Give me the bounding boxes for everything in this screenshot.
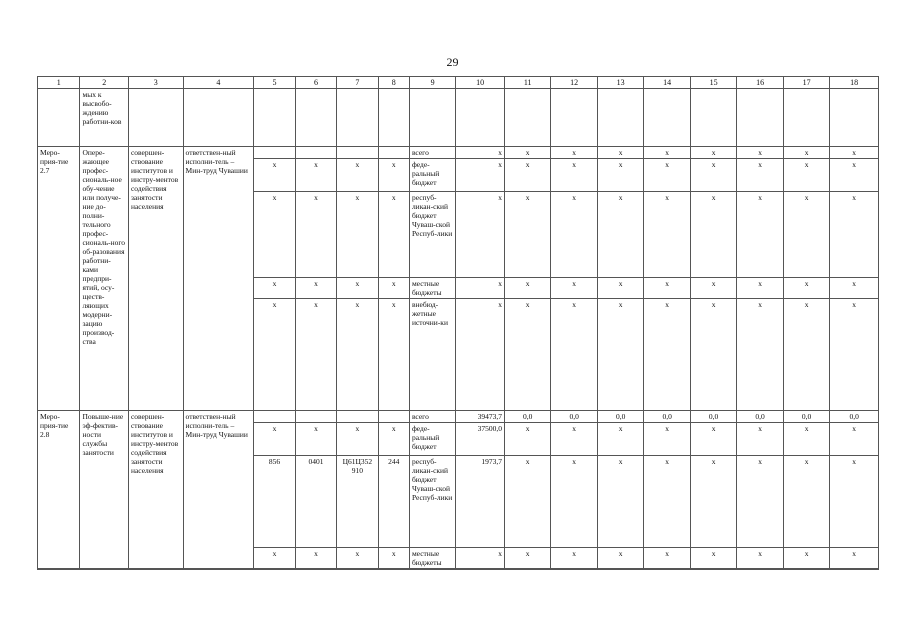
amount-cell: x [783,456,829,548]
budget-code: x [295,423,336,456]
budget-code [337,411,378,423]
amount-cell: x [504,147,550,159]
amount-cell: x [690,159,736,192]
funding-source: местные бюджеты [409,278,455,299]
empty-cell [378,89,409,147]
empty-cell [690,89,736,147]
funding-source: респуб-ликан-ский бюджет Чуваш-ской Респуб-лики [409,456,455,548]
budget-code: x [378,192,409,278]
measure-name: Меро-прия-тие 2.8 [38,411,80,570]
amount-cell: x [644,278,690,299]
budget-code [295,147,336,159]
amount-cell: x [597,159,643,192]
amount-cell: x [644,159,690,192]
amount-cell: x [597,423,643,456]
empty-cell [456,89,505,147]
amount-cell: x [551,548,597,570]
funding-source: местные бюджеты [409,548,455,570]
amount-cell: 0,0 [504,411,550,423]
budget-code [378,411,409,423]
amount-cell: x [690,548,736,570]
column-number: 13 [597,77,643,89]
budget-code: 244 [378,456,409,548]
amount-cell: x [504,299,550,411]
funding-source: всего [409,411,455,423]
amount-cell: x [737,278,783,299]
empty-cell [504,89,550,147]
budget-code: x [295,548,336,570]
empty-cell [409,89,455,147]
funding-source: феде-ральный бюджет [409,159,455,192]
measure-name: Меро-прия-тие 2.7 [38,147,80,411]
budget-code: x [337,278,378,299]
amount-cell: 0,0 [551,411,597,423]
amount-cell: x [690,192,736,278]
amount-cell: x [504,192,550,278]
column-number: 2 [80,77,129,89]
budget-code: x [254,159,295,192]
amount-cell: x [737,299,783,411]
budget-code: 856 [254,456,295,548]
amount-cell: x [690,278,736,299]
measure-title: Повыше-ние эф-фектив-ности службы занятости [80,411,129,570]
amount-cell: x [504,159,550,192]
table-row [38,147,879,159]
amount-cell: x [456,548,505,570]
budget-code: x [254,278,295,299]
amount-cell: x [737,548,783,570]
amount-cell: 0,0 [597,411,643,423]
amount-cell: x [597,192,643,278]
amount-cell: x [690,299,736,411]
continued-title: мых к высвобо-ждению работни-ков [80,89,129,147]
budget-code [254,147,295,159]
measure-goal: совершен-ствование институтов и инстру-ментов содействия занятости населения [128,411,183,570]
header-row [38,77,879,89]
empty-cell [783,89,829,147]
column-number: 11 [504,77,550,89]
column-number: 6 [295,77,336,89]
empty-cell [38,89,80,147]
budget-code: x [254,299,295,411]
amount-cell: x [830,423,879,456]
amount-cell: 37500,0 [456,423,505,456]
amount-cell: x [456,159,505,192]
amount-cell: x [830,159,879,192]
amount-cell: 0,0 [690,411,736,423]
budget-code: x [378,423,409,456]
budget-code: x [378,159,409,192]
empty-cell [737,89,783,147]
funding-source: респуб-ликан-ский бюджет Чуваш-ской Респуб-лики [409,192,455,278]
amount-cell: x [456,192,505,278]
budget-code: x [378,278,409,299]
empty-cell [128,89,183,147]
amount-cell: x [456,278,505,299]
budget-code: x [254,192,295,278]
budget-code: x [295,159,336,192]
amount-cell: x [830,456,879,548]
measure-executor: ответствен-ный исполни-тель – Мин-труд Чувашии [183,147,254,411]
amount-cell: x [644,192,690,278]
amount-cell: x [737,456,783,548]
empty-cell [597,89,643,147]
amount-cell: x [830,299,879,411]
empty-cell [183,89,254,147]
column-number: 17 [783,77,829,89]
amount-cell: 1973,7 [456,456,505,548]
amount-cell: 0,0 [737,411,783,423]
amount-cell: x [504,548,550,570]
empty-cell [295,89,336,147]
budget-code [337,147,378,159]
budget-code: x [337,423,378,456]
empty-cell [644,89,690,147]
amount-cell: 0,0 [783,411,829,423]
amount-cell: x [783,147,829,159]
budget-code: x [337,548,378,570]
amount-cell: x [783,548,829,570]
amount-cell: x [504,423,550,456]
amount-cell: 0,0 [830,411,879,423]
amount-cell: x [644,423,690,456]
budget-code [378,147,409,159]
budget-code [254,411,295,423]
amount-cell: x [456,147,505,159]
amount-cell: x [690,423,736,456]
budget-code: x [337,192,378,278]
column-number: 15 [690,77,736,89]
amount-cell: x [551,456,597,548]
column-number: 7 [337,77,378,89]
budget-code: x [295,299,336,411]
amount-cell: x [737,423,783,456]
column-number: 4 [183,77,254,89]
amount-cell: x [597,456,643,548]
amount-cell: x [597,548,643,570]
budget-code: x [295,278,336,299]
amount-cell: x [783,278,829,299]
amount-cell: x [504,278,550,299]
amount-cell: x [783,192,829,278]
amount-cell: x [830,278,879,299]
amount-cell: x [783,159,829,192]
budget-code: x [254,548,295,570]
amount-cell: x [551,423,597,456]
amount-cell: x [551,192,597,278]
budget-table [37,76,879,570]
funding-source: внебюд-жетные источни-ки [409,299,455,411]
amount-cell: x [597,147,643,159]
measure-executor: ответствен-ный исполни-тель – Мин-труд Чувашии [183,411,254,570]
budget-code: x [254,423,295,456]
column-number: 9 [409,77,455,89]
amount-cell: x [644,147,690,159]
amount-cell: x [456,299,505,411]
funding-source: всего [409,147,455,159]
budget-code: Ц61Ц352 910 [337,456,378,548]
page-number: 29 [446,55,459,69]
column-number: 16 [737,77,783,89]
measure-goal: совершен-ствование институтов и инстру-ментов содействия занятости населения [128,147,183,411]
column-number: 10 [456,77,505,89]
empty-cell [337,89,378,147]
amount-cell: x [597,299,643,411]
amount-cell: 39473,7 [456,411,505,423]
budget-code: x [378,299,409,411]
amount-cell: x [830,192,879,278]
amount-cell: x [644,456,690,548]
column-number: 3 [128,77,183,89]
budget-code: x [295,192,336,278]
amount-cell: x [690,147,736,159]
amount-cell: x [690,456,736,548]
budget-code: x [337,299,378,411]
amount-cell: x [830,147,879,159]
amount-cell: x [551,278,597,299]
column-number: 14 [644,77,690,89]
amount-cell: x [551,159,597,192]
amount-cell: x [551,147,597,159]
measure-title: Опере-жающее профес-сиональ-ное обу-чение или получе-ние до-полни-тельного профес-сиональ-ного об-разования работни-ками предпри-ятий, осу-ществ-ляющих модерни-зацию производ-ства [80,147,129,411]
empty-cell [830,89,879,147]
amount-cell: x [830,548,879,570]
empty-cell [551,89,597,147]
column-number: 1 [38,77,80,89]
amount-cell: x [737,147,783,159]
amount-cell: x [737,159,783,192]
budget-code: x [337,159,378,192]
column-number: 12 [551,77,597,89]
amount-cell: x [644,299,690,411]
table-row [38,411,879,423]
amount-cell: x [737,192,783,278]
amount-cell: 0,0 [644,411,690,423]
column-number: 8 [378,77,409,89]
amount-cell: x [783,299,829,411]
amount-cell: x [504,456,550,548]
column-number: 5 [254,77,295,89]
continuation-row [38,89,879,147]
budget-code: 0401 [295,456,336,548]
amount-cell: x [783,423,829,456]
amount-cell: x [551,299,597,411]
funding-source: феде-ральный бюджет [409,423,455,456]
budget-code: x [378,548,409,570]
amount-cell: x [644,548,690,570]
table-bottom-rule [37,568,879,569]
amount-cell: x [597,278,643,299]
empty-cell [254,89,295,147]
column-number: 18 [830,77,879,89]
budget-code [295,411,336,423]
